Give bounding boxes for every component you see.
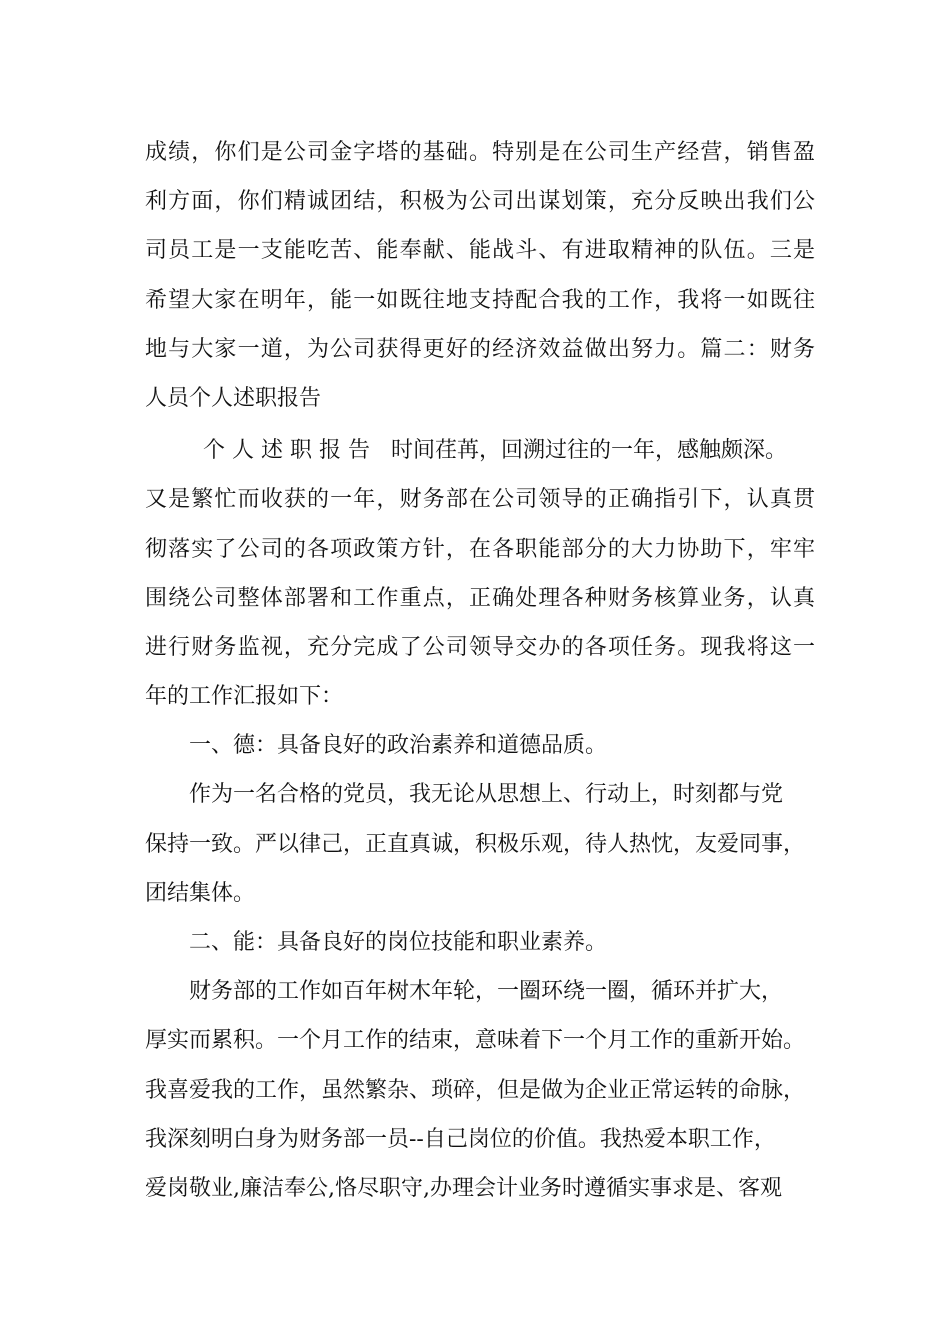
text-line: 爱岗敬业,廉洁奉公,恪尽职守,办理会计业务时遵循实事求是、客观 bbox=[145, 1175, 782, 1201]
text-line: 我深刻明白身为财务部一员--自己岗位的价值。我热爱本职工作， bbox=[145, 1126, 776, 1152]
text-line: 成绩，你们是公司金字塔的基础。特别是在公司生产经营，销售盈 bbox=[145, 140, 815, 165]
section-heading-virtue: 一、德：具备良好的政治素养和道德品质。 bbox=[189, 733, 608, 759]
text-line: 利方面，你们精诚团结，积极为公司出谋划策，充分反映出我们公 bbox=[145, 189, 815, 215]
text-line: 又是繁忙而收获的一年，财务部在公司领导的正确指引下，认真贯 bbox=[145, 487, 815, 513]
text-line: 财务部的工作如百年树木年轮，一圈环绕一圈，循环并扩大， bbox=[189, 979, 784, 1005]
document-body bbox=[145, 128, 815, 1213]
text-line: 司员工是一支能吃苦、能奉献、能战斗、有进取精神的队伍。三是 bbox=[145, 238, 815, 264]
text-line: 围绕公司整体部署和工作重点，正确处理各种财务核算业务，认真 bbox=[145, 585, 815, 611]
text-line: 人员个人述职报告 bbox=[145, 385, 322, 411]
text-line: 年的工作汇报如下： bbox=[145, 684, 344, 710]
text-line: 彻落实了公司的各项政策方针，在各职能部分的大力协助下，牢牢 bbox=[145, 536, 815, 562]
report-title-line: 个 人 述 职 报 告 时间荏苒，回溯过往的一年，感触颇深。 bbox=[203, 438, 787, 464]
text-line: 厚实而累积。一个月工作的结束，意味着下一个月工作的重新开始。 bbox=[145, 1028, 806, 1054]
text-line: 团结集体。 bbox=[145, 880, 256, 906]
section-heading-ability: 二、能：具备良好的岗位技能和职业素养。 bbox=[189, 930, 608, 955]
text-line: 地与大家一道，为公司获得更好的经济效益做出努力。篇二：财务 bbox=[145, 336, 815, 362]
text-line: 进行财务监视，充分完成了公司领导交办的各项任务。现我将这一 bbox=[145, 634, 815, 660]
text-line: 希望大家在明年，能一如既往地支持配合我的工作，我将一如既往 bbox=[145, 287, 815, 313]
text-line: 我喜爱我的工作，虽然繁杂、琐碎，但是做为企业正常运转的命脉， bbox=[145, 1077, 806, 1103]
text-line: 保持一致。严以律己，正直真诚，积极乐观，待人热忱，友爱同事， bbox=[145, 831, 806, 857]
text-line: 作为一名合格的党员，我无论从思想上、行动上，时刻都与党 bbox=[189, 782, 784, 808]
